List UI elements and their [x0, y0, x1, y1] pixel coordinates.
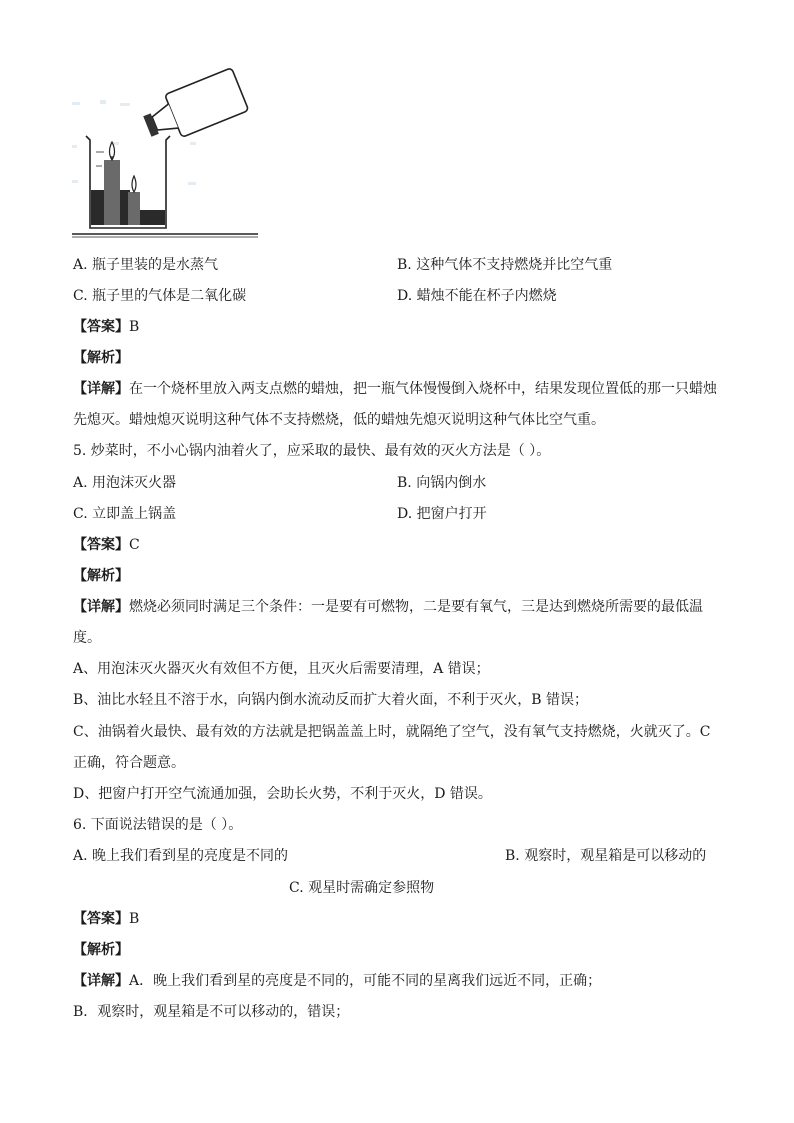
- q4-answer: [73, 317, 139, 337]
- gas-bottle: [139, 68, 249, 148]
- q4-detail-line2: 先熄灭。蜡烛熄灭说明这种气体不支持燃烧，低的蜡烛先熄灭说明这种气体比空气重。: [73, 412, 605, 428]
- detail-text: A．晚上我们看到星的亮度是不同的，可能不同的星离我们远近不同，正确；: [129, 973, 602, 989]
- answer-value: B: [129, 319, 140, 335]
- q6-analysis-tag: 【解析】: [73, 942, 129, 958]
- q6-option-a: A. 晚上我们看到星的亮度是不同的: [73, 848, 289, 864]
- answer-tag: 【答案】: [73, 537, 129, 553]
- answer-tag: 【答案】: [73, 911, 129, 927]
- q5-line-d: D、把窗户打开空气流通加强，会助长火势，不利于灭火，D 错误。: [73, 786, 492, 802]
- q5-detail-line1: [73, 597, 703, 617]
- q5-line-b: B、油比水轻且不溶于水，向锅内倒水流动反而扩大着火面，不利于灭火，B 错误；: [73, 692, 589, 708]
- q5-analysis-tag: 【解析】: [73, 568, 129, 584]
- detail-text: 燃烧必须同时满足三个条件：一是要有可燃物，二是要有氧气，三是达到燃烧所需要的最低温: [129, 599, 703, 615]
- q5-line-c1: C、油锅着火最快、最有效的方法就是把锅盖盖上时，就隔绝了空气，没有氧气支持燃烧，火就灭了。C: [73, 724, 711, 740]
- q6-line-b: B．观察时，观星箱是不可以移动的，错误；: [73, 1004, 350, 1020]
- q5-answer: [73, 535, 140, 555]
- q6-detail-line1: [73, 971, 601, 991]
- beaker-candle-illustration: [70, 62, 260, 244]
- q4-option-d: D. 蜡烛不能在杯子内燃烧: [397, 288, 557, 304]
- q6-option-b: B. 观察时，观星箱是可以移动的: [505, 848, 707, 864]
- q5-option-d: D. 把窗户打开: [397, 506, 487, 522]
- experiment-figure: [70, 62, 260, 244]
- answer-value: C: [129, 537, 140, 553]
- q4-option-b: B. 这种气体不支持燃烧并比空气重: [397, 257, 613, 273]
- q5-line-a: A、用泡沫灭火器灭火有效但不方便，且灭火后需要清理，A 错误；: [73, 661, 490, 677]
- detail-tag: 【详解】: [73, 973, 129, 989]
- answer-value: B: [129, 911, 140, 927]
- answer-tag: 【答案】: [73, 319, 129, 335]
- q4-option-a: A. 瓶子里装的是水蒸气: [73, 257, 219, 273]
- q4-analysis-tag: 【解析】: [73, 350, 129, 366]
- q6-option-c: C. 观星时需确定参照物: [289, 880, 435, 896]
- detail-text: 在一个烧杯里放入两支点燃的蜡烛，把一瓶气体慢慢倒入烧杯中，结果发现位置低的那一只蜡烛: [129, 381, 717, 397]
- short-candle: [128, 192, 140, 225]
- q6-question: 6. 下面说法错误的是（ ）。: [73, 817, 243, 833]
- q5-option-c: C. 立即盖上锅盖: [73, 506, 177, 522]
- q5-option-b: B. 向锅内倒水: [397, 475, 487, 491]
- q4-detail-line1: [73, 379, 717, 399]
- detail-tag: 【详解】: [73, 599, 129, 615]
- q4-option-c: C. 瓶子里的气体是二氧化碳: [73, 288, 247, 304]
- q6-answer: [73, 909, 139, 929]
- detail-tag: 【详解】: [73, 381, 129, 397]
- q5-option-a: A. 用泡沫灭火器: [73, 475, 177, 491]
- q5-detail-line2: 度。: [73, 630, 101, 646]
- q5-question: 5. 炒菜时，不小心锅内油着火了，应采取的最快、最有效的灭火方法是（ ）。: [73, 443, 551, 459]
- q5-line-c2: 正确，符合题意。: [73, 755, 185, 771]
- tall-candle: [104, 160, 120, 225]
